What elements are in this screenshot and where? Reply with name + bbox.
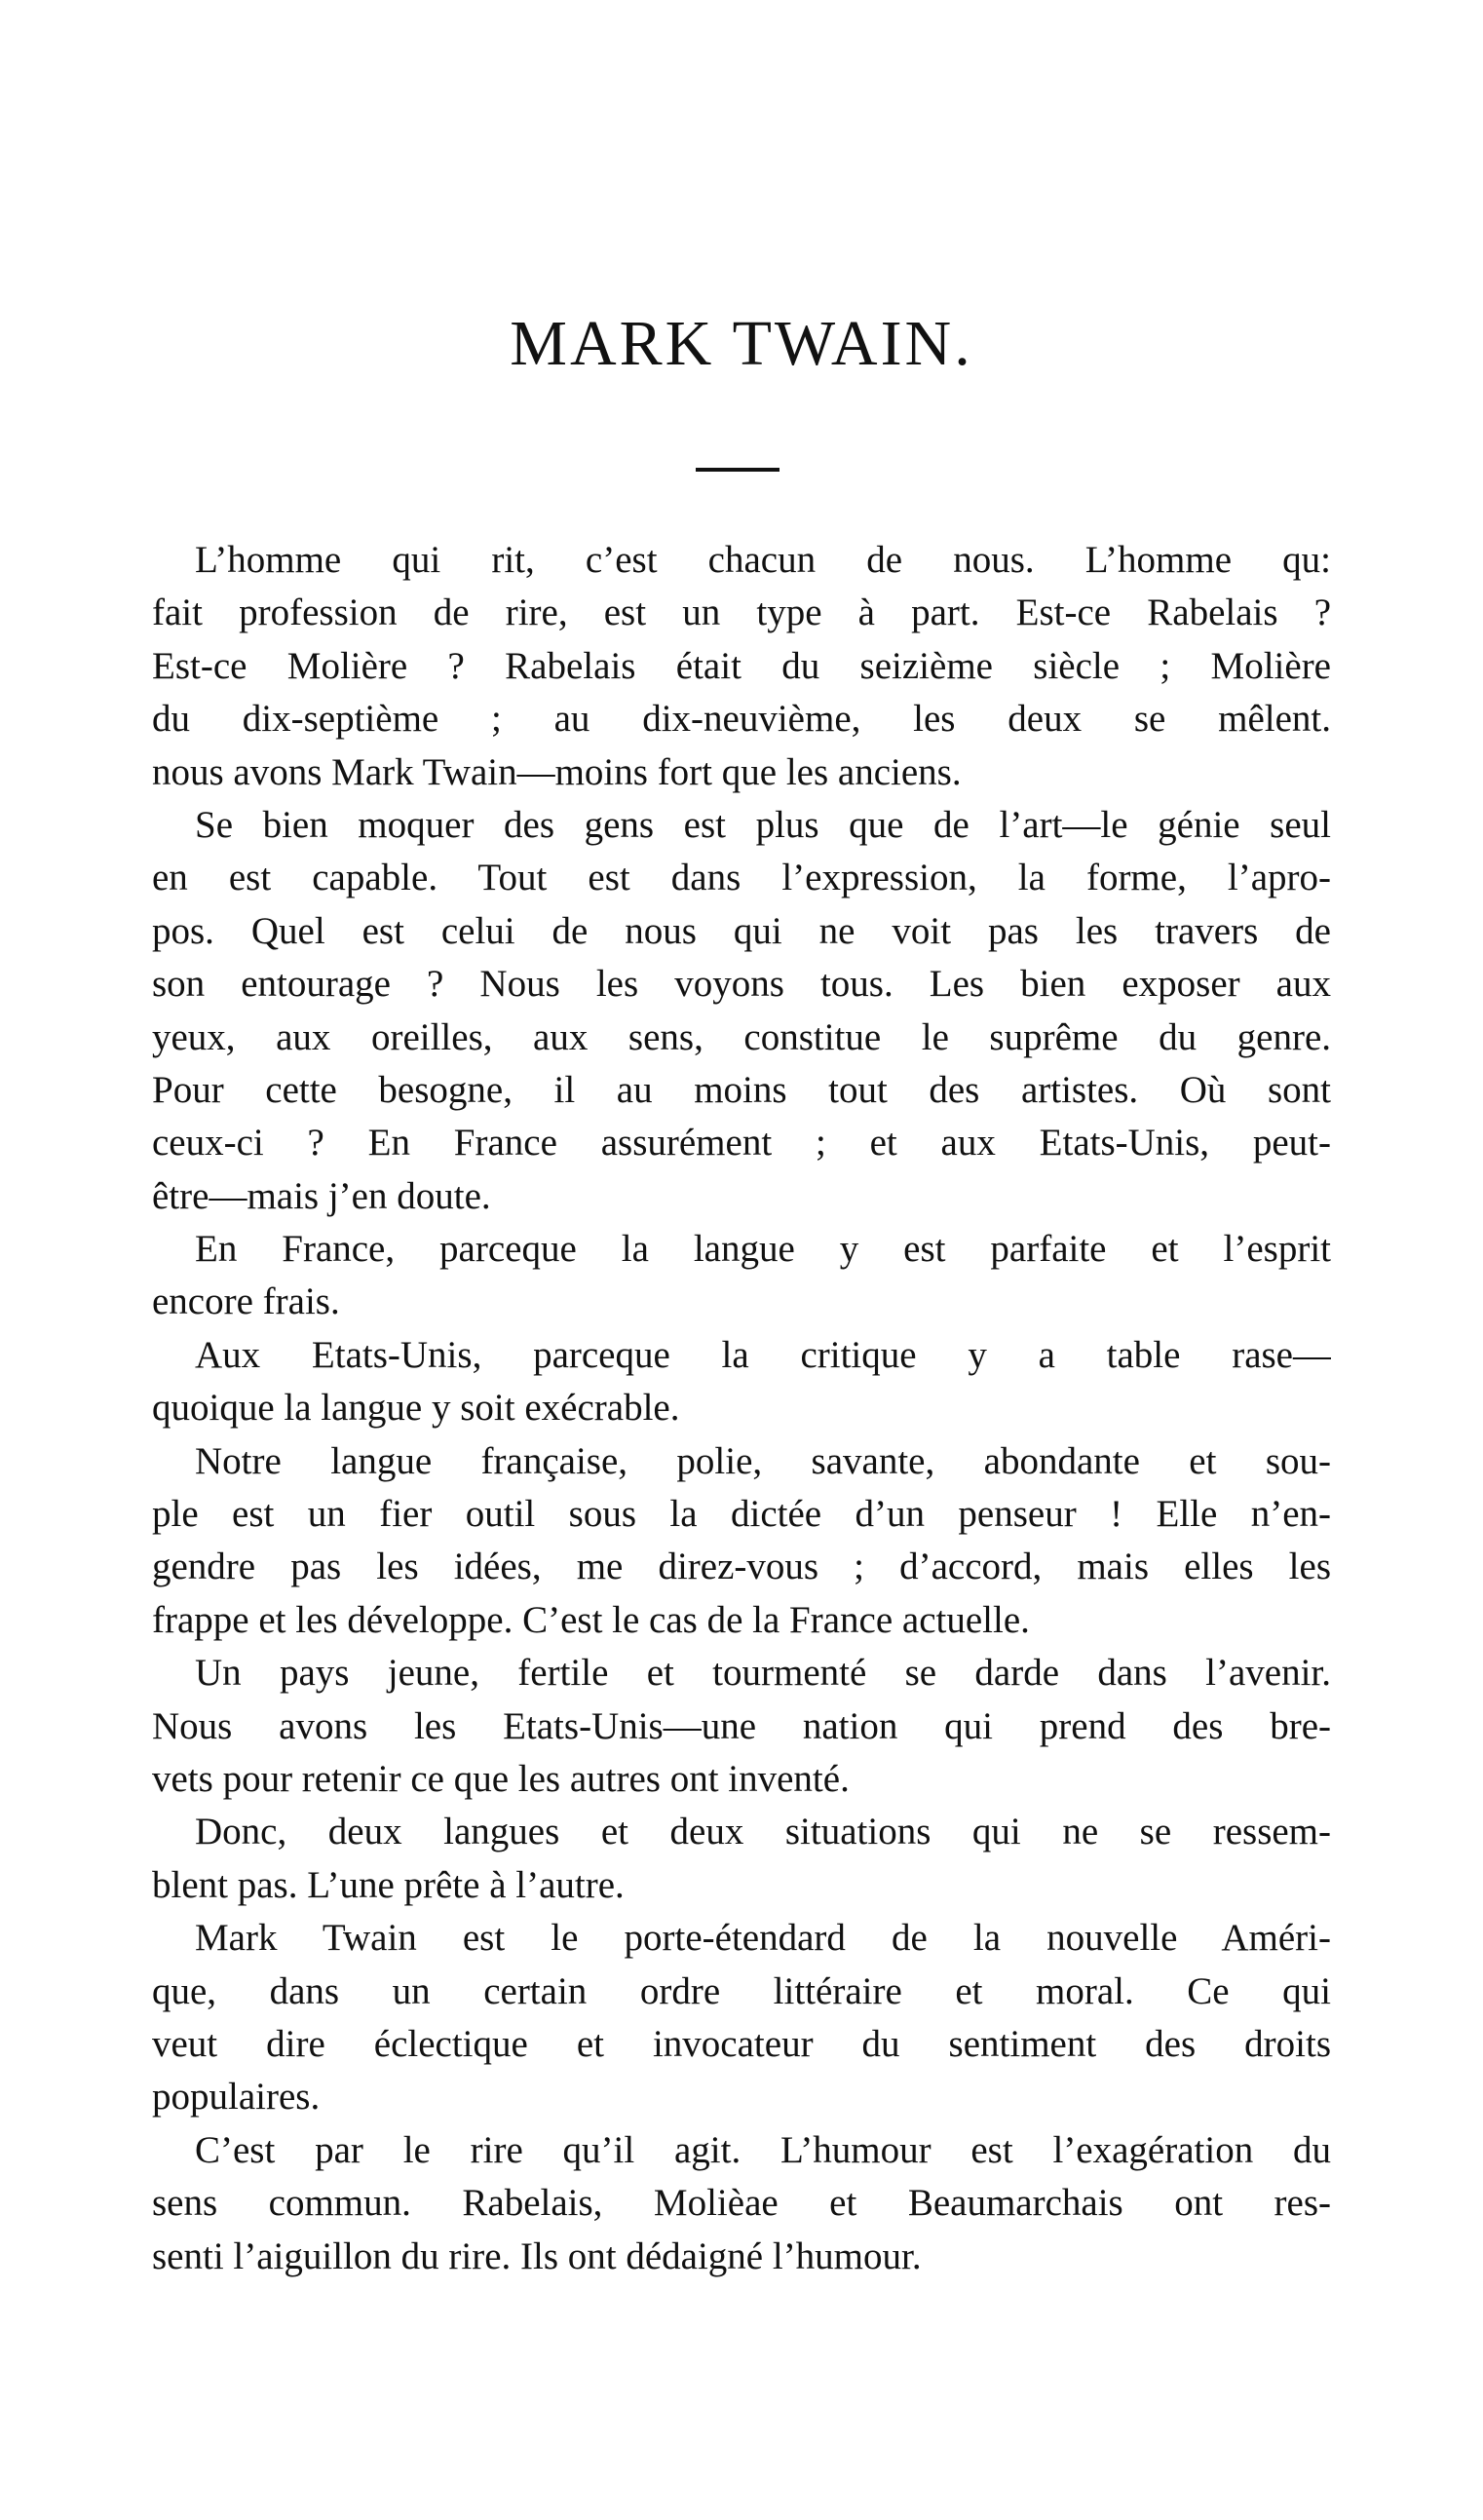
text-line: L’homme qui rit, c’est chacun de nous. L’homme qu: — [195, 539, 1331, 581]
paragraph — [152, 534, 1331, 799]
paragraph — [152, 1647, 1331, 1806]
text-line: que, dans un certain ordre littéraire et moral. Ce qui — [152, 1969, 1331, 2012]
text-line: quoique la langue y soit exécrable. — [152, 1387, 680, 1430]
text-line: frappe et les développe. C’est le cas de la France actuelle. — [152, 1598, 1030, 1641]
text-line: yeux, aux oreilles, aux sens, constitue le suprême du genre. — [152, 1015, 1331, 1058]
text-line: Nous avons les Etats-Unis—une nation qui prend des bre- — [152, 1704, 1331, 1747]
text-line: veut dire éclectique et invocateur du sentiment des droits — [152, 2022, 1331, 2065]
paragraph — [152, 1912, 1331, 2124]
text-line: en est capable. Tout est dans l’expression, la forme, l’apro- — [152, 857, 1331, 899]
text-line: Aux Etats-Unis, parceque la critique y a table rase— — [195, 1333, 1331, 1376]
text-line: En France, parceque la langue y est parfaite et l’esprit — [195, 1228, 1331, 1271]
text-line: Donc, deux langues et deux situations qui ne se ressem- — [195, 1811, 1331, 1853]
paragraph — [152, 1223, 1331, 1329]
text-line: pos. Quel est celui de nous qui ne voit pas les travers de — [152, 909, 1331, 952]
text-line: Mark Twain est le porte-étendard de la nouvelle Améri- — [195, 1917, 1331, 1960]
text-line: Notre langue française, polie, savante, abondante et sou- — [195, 1439, 1331, 1482]
text-line: être—mais j’en doute. — [152, 1174, 491, 1217]
page-title: MARK TWAIN. — [510, 308, 973, 379]
text-line: Est-ce Molière ? Rabelais était du seizième siècle ; Molière — [152, 644, 1331, 687]
text-line: Pour cette besogne, il au moins tout des artistes. Où sont — [152, 1068, 1331, 1111]
text-line: blent pas. L’une prête à l’autre. — [152, 1863, 625, 1906]
paragraph — [152, 799, 1331, 1223]
text-line: gendre pas les idées, me direz-vous ; d’accord, mais elles les — [152, 1546, 1331, 1588]
text-line: C’est par le rire qu’il agit. L’humour est l’exagération du — [195, 2128, 1331, 2171]
text-line: sens commun. Rabelais, Molièae et Beaumarchais ont res- — [152, 2182, 1331, 2225]
paragraph — [152, 1806, 1331, 1912]
text-line: encore frais. — [152, 1280, 340, 1323]
text-line: Un pays jeune, fertile et tourmenté se darde dans l’avenir. — [195, 1652, 1331, 1695]
body-text — [152, 534, 1331, 2283]
paragraph — [152, 1435, 1331, 1648]
text-line: populaires. — [152, 2076, 321, 2119]
title-rule — [696, 468, 780, 472]
text-line: nous avons Mark Twain—moins fort que les anciens. — [152, 750, 962, 793]
paragraph — [152, 2124, 1331, 2283]
text-line: du dix-septième ; au dix-neuvième, les deux se mêlent. — [152, 698, 1331, 741]
paragraph — [152, 1329, 1331, 1435]
text-line: ple est un fier outil sous la dictée d’un penseur ! Elle n’en- — [152, 1493, 1331, 1536]
text-line: ceux-ci ? En France assurément ; et aux Etats-Unis, peut- — [152, 1122, 1331, 1165]
text-line: son entourage ? Nous les voyons tous. Les bien exposer aux — [152, 963, 1331, 1006]
text-line: Se bien moquer des gens est plus que de l’art—le génie seul — [195, 803, 1331, 846]
text-line: vets pour retenir ce que les autres ont inventé. — [152, 1757, 850, 1800]
text-line: fait profession de rire, est un type à part. Est-ce Rabelais ? — [152, 592, 1331, 634]
text-line: senti l’aiguillon du rire. Ils ont dédaigné l’humour. — [152, 2234, 922, 2277]
